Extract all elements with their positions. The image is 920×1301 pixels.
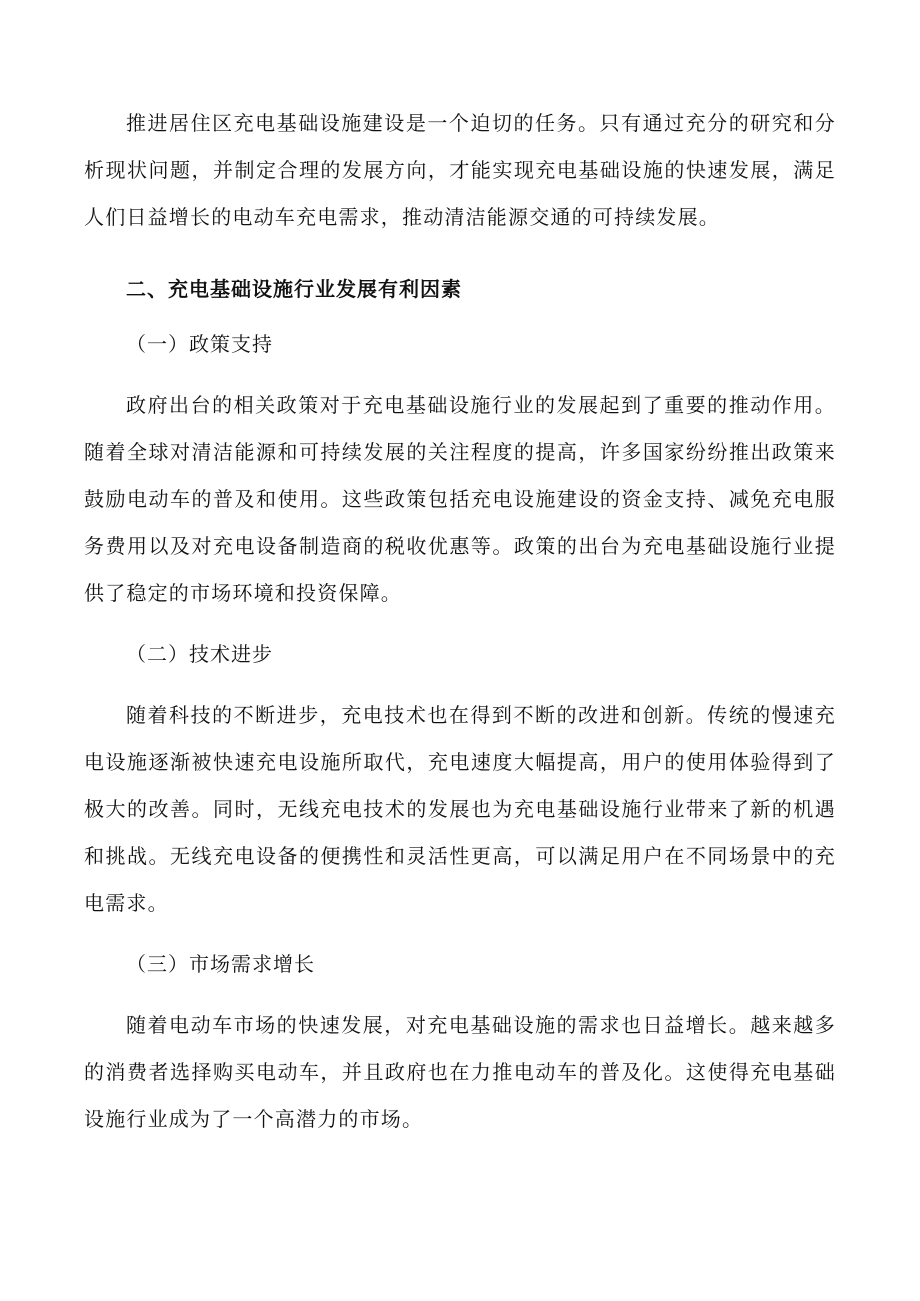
spacer — [84, 927, 836, 941]
subsection-title-policy: （一）政策支持 — [126, 332, 273, 356]
subsection-title-market: （三）市场需求增长 — [126, 952, 315, 976]
spacer — [84, 241, 836, 266]
section-heading: 二、充电基础设施行业发展有利因素 — [126, 277, 462, 301]
spacer — [84, 678, 836, 692]
spacer — [84, 368, 836, 382]
document-body — [84, 100, 836, 1143]
subsection-body-market: 随着电动车市场的快速发展，对充电基础设施的需求也日益增长。越来越多的消费者选择购买电动车，并且政府也在力推电动车的普及化。这使得充电基础设施行业成为了一个高潜力的市场。 — [84, 1013, 836, 1131]
spacer — [84, 313, 836, 321]
subsection-body-technology: 随着科技的不断进步，充电技术也在得到不断的改进和创新。传统的慢速充电设施逐渐被快速充电设施所取代，充电速度大幅提高，用户的使用体验得到了极大的改善。同时，无线充电技术的发展也为充电基础设施行业带来了新的机遇和挑战。无线充电设备的便携性和灵活性更高，可以满足用户在不同场景中的充电需求。 — [84, 703, 836, 915]
spacer — [84, 617, 836, 631]
intro-paragraph: 推进居住区充电基础设施建设是一个迫切的任务。只有通过充分的研究和分析现状问题，并制定合理的发展方向，才能实现充电基础设施的快速发展，满足人们日益增长的电动车充电需求，推动清洁能源交通的可持续发展。 — [84, 111, 836, 229]
subsection-title-technology: （二）技术进步 — [126, 642, 273, 666]
subsection-body-policy: 政府出台的相关政策对于充电基础设施行业的发展起到了重要的推动作用。随着全球对清洁能源和可持续发展的关注程度的提高，许多国家纷纷推出政策来鼓励电动车的普及和使用。这些政策包括充电设施建设的资金支持、减免充电服务费用以及对充电设备制造商的税收优惠等。政策的出台为充电基础设施行业提供了稳定的市场环境和投资保障。 — [84, 393, 836, 605]
spacer — [84, 988, 836, 1002]
